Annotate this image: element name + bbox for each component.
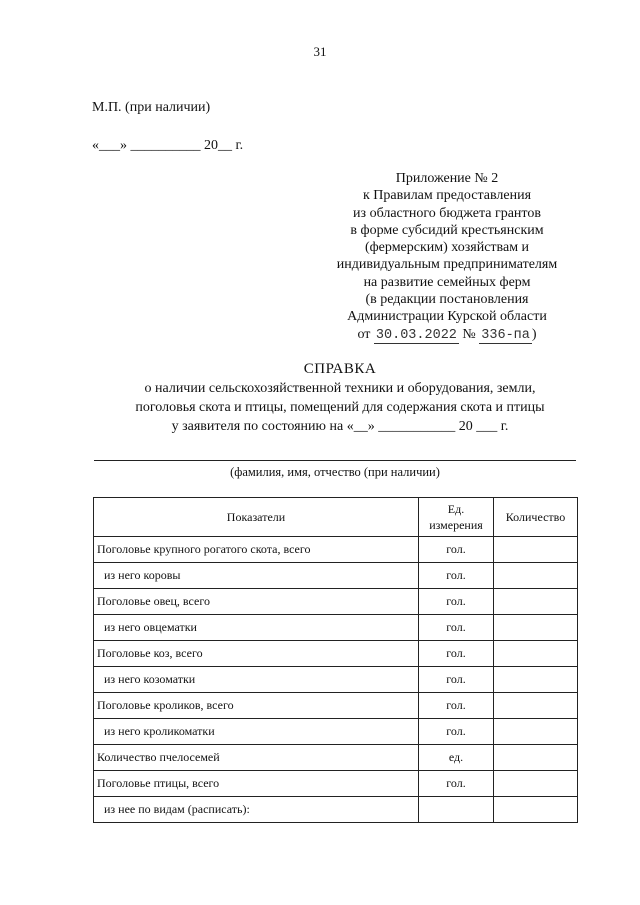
unit-cell: гол. <box>419 719 494 745</box>
indicator-label: Поголовье кроликов, всего <box>94 693 419 719</box>
quantity-cell[interactable] <box>494 641 578 667</box>
quantity-cell[interactable] <box>494 537 578 563</box>
quantity-cell[interactable] <box>494 615 578 641</box>
indicator-label: из него коровы <box>94 563 419 589</box>
table-row <box>94 667 578 693</box>
indicator-label: из него козоматки <box>94 667 419 693</box>
indicator-label: Поголовье овец, всего <box>94 589 419 615</box>
unit-cell: гол. <box>419 693 494 719</box>
appendix-line: в форме субсидий крестьянским <box>350 222 544 238</box>
appendix-line: на развитие семейных ферм <box>363 274 531 290</box>
appendix-line: к Правилам предоставления <box>362 188 532 204</box>
quantity-cell[interactable] <box>494 719 578 745</box>
table-row <box>94 745 578 771</box>
indicator-label: из него кроликоматки <box>94 719 419 745</box>
title-line: у заявителя по состоянию на «__» ___________ 20 ___ г. <box>171 419 509 434</box>
quantity-cell[interactable] <box>494 589 578 615</box>
resolution-number: 336-па <box>481 327 530 343</box>
appendix-line: (в редакции постановления <box>365 292 529 308</box>
quantity-cell[interactable] <box>494 693 578 719</box>
title-line: о наличии сельскохозяйственной техники и оборудования, земли, <box>144 381 536 396</box>
number-prefix: № <box>462 326 476 342</box>
from-prefix: от <box>357 326 371 342</box>
appendix-line: индивидуальным предпринимателям <box>336 257 558 273</box>
header-unit: Ед. измерения <box>419 498 494 537</box>
indicator-label: из нее по видам (расписать): <box>94 797 419 823</box>
quantity-cell[interactable] <box>494 745 578 771</box>
indicator-label: Количество пчелосемей <box>94 745 419 771</box>
quantity-cell[interactable] <box>494 667 578 693</box>
indicators-table <box>93 497 578 823</box>
header-indicators: Показатели <box>94 498 419 537</box>
table-row <box>94 719 578 745</box>
appendix-line: из областного бюджета грантов <box>353 205 541 221</box>
title-line: поголовья скота и птицы, помещений для содержания скота и птицы <box>135 400 545 415</box>
table-row <box>94 563 578 589</box>
fio-line <box>94 460 576 461</box>
date-line: «___» __________ 20__ г. <box>92 138 244 153</box>
unit-cell: гол. <box>419 563 494 589</box>
table-row <box>94 589 578 615</box>
table-body <box>94 537 578 823</box>
table-row <box>94 615 578 641</box>
table-row <box>94 797 578 823</box>
indicator-label: из него овцематки <box>94 615 419 641</box>
fio-caption: (фамилия, имя, отчество (при наличии) <box>230 465 440 479</box>
table-row <box>94 693 578 719</box>
unit-cell: гол. <box>419 537 494 563</box>
appendix-line: (фермерским) хозяйствам и <box>364 240 530 256</box>
closing-paren: ) <box>531 326 537 342</box>
page-number: 31 <box>313 44 327 59</box>
quantity-cell[interactable] <box>494 563 578 589</box>
quantity-cell[interactable] <box>494 797 578 823</box>
table-row <box>94 771 578 797</box>
indicator-label: Поголовье птицы, всего <box>94 771 419 797</box>
table-row <box>94 641 578 667</box>
indicator-label: Поголовье коз, всего <box>94 641 419 667</box>
unit-cell: гол. <box>419 771 494 797</box>
unit-cell: гол. <box>419 615 494 641</box>
resolution-ref <box>322 326 572 344</box>
document-title-block <box>60 360 620 436</box>
unit-cell <box>419 797 494 823</box>
quantity-cell[interactable] <box>494 771 578 797</box>
stamp-placeholder: М.П. (при наличии) <box>92 100 211 115</box>
unit-cell: гол. <box>419 641 494 667</box>
table-header-row <box>94 498 578 537</box>
document-title: СПРАВКА <box>303 361 377 377</box>
unit-cell: ед. <box>419 745 494 771</box>
resolution-date: 30.03.2022 <box>375 327 457 343</box>
unit-cell: гол. <box>419 589 494 615</box>
appendix-block <box>322 170 572 344</box>
indicator-label: Поголовье крупного рогатого скота, всего <box>94 537 419 563</box>
appendix-line: Администрации Курской области <box>347 309 547 325</box>
appendix-line: Приложение № 2 <box>395 171 499 186</box>
table-row <box>94 537 578 563</box>
header-quantity: Количество <box>494 498 578 537</box>
unit-cell: гол. <box>419 667 494 693</box>
